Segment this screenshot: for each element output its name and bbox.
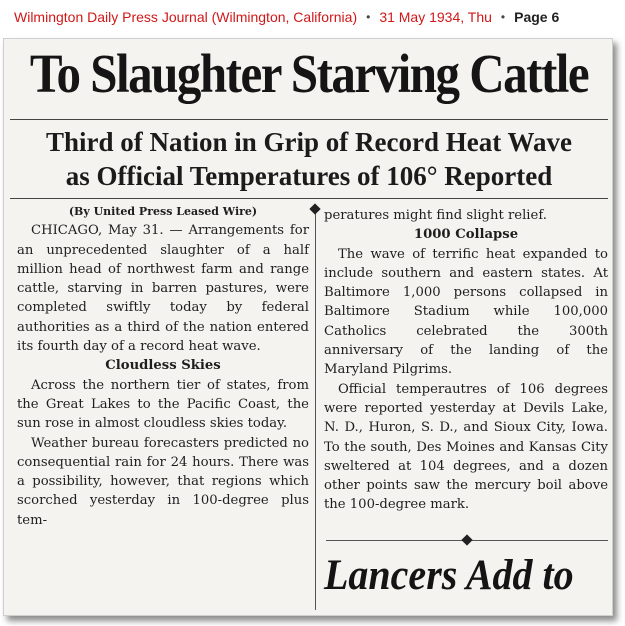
section-subhead: Cloudless Skies bbox=[105, 358, 221, 374]
source-bar bbox=[0, 0, 625, 34]
paragraph: The wave of terrific heat expanded to include southern and eastern states. At Baltimore 1,000 persons collapsed in Baltimore Stadium while 100,000 Catholics celebrated the 300th anniversary of the landing of the Maryland Pilgrims. bbox=[324, 246, 608, 378]
newspaper-name: Wilmington Daily Press Journal (Wilmington, California) bbox=[14, 9, 358, 25]
paragraph: Weather bureau forecasters predicted no consequential rain for 24 hours. There was a possibility, however, that regions which scorched yesterday in 100-degree plus tem- bbox=[17, 435, 309, 528]
diamond-ornament-icon bbox=[461, 534, 472, 545]
paragraph: Official temperautres of 106 degrees were reported yesterday at Devils Lake, N. D., Huron, S. D., and Sioux City, Iowa. To the south, Des Moines and Kansas City sweltered at 104 degrees, and a dozen other points saw the mercury boil above the 100-degree mark. bbox=[324, 381, 608, 513]
article-column-1 bbox=[17, 202, 309, 530]
next-article-headline: Lancers Add to bbox=[324, 550, 574, 599]
separator-dot: • bbox=[500, 10, 506, 24]
newspaper-clipping bbox=[3, 38, 613, 616]
publication-date: 31 May 1934, Thu bbox=[379, 9, 492, 25]
column-divider bbox=[315, 205, 316, 610]
paragraph: peratures might find slight relief. bbox=[324, 208, 547, 223]
article-headline: To Slaughter Starving Cattle bbox=[29, 42, 589, 105]
headline-rule bbox=[10, 119, 608, 120]
page-number: Page 6 bbox=[514, 9, 560, 25]
paragraph: Across the northern tier of states, from the Great Lakes to the Pacific Coast, the sun rose in almost cloudless skies today. bbox=[17, 377, 309, 432]
wire-credit: (By United Press Leased Wire) bbox=[68, 205, 258, 218]
separator-dot: • bbox=[366, 10, 371, 24]
article-subhead-line2: as Official Temperatures of 106° Reported bbox=[65, 161, 553, 191]
section-subhead: 1000 Collapse bbox=[413, 227, 519, 243]
paragraph: CHICAGO, May 31. — Arrangements for an unprecedented slaughter of a half million head of northwest farm and range cattle, starving in barren pastures, were completed swiftly today by federal authorities as a third of the nation entered its fourth day of a record heat wave. bbox=[17, 223, 309, 355]
article-column-2 bbox=[324, 206, 608, 515]
article-subhead-line1: Third of Nation in Grip of Record Heat Wave bbox=[46, 127, 572, 157]
subhead-rule bbox=[10, 198, 608, 199]
diamond-ornament-icon bbox=[309, 203, 320, 214]
